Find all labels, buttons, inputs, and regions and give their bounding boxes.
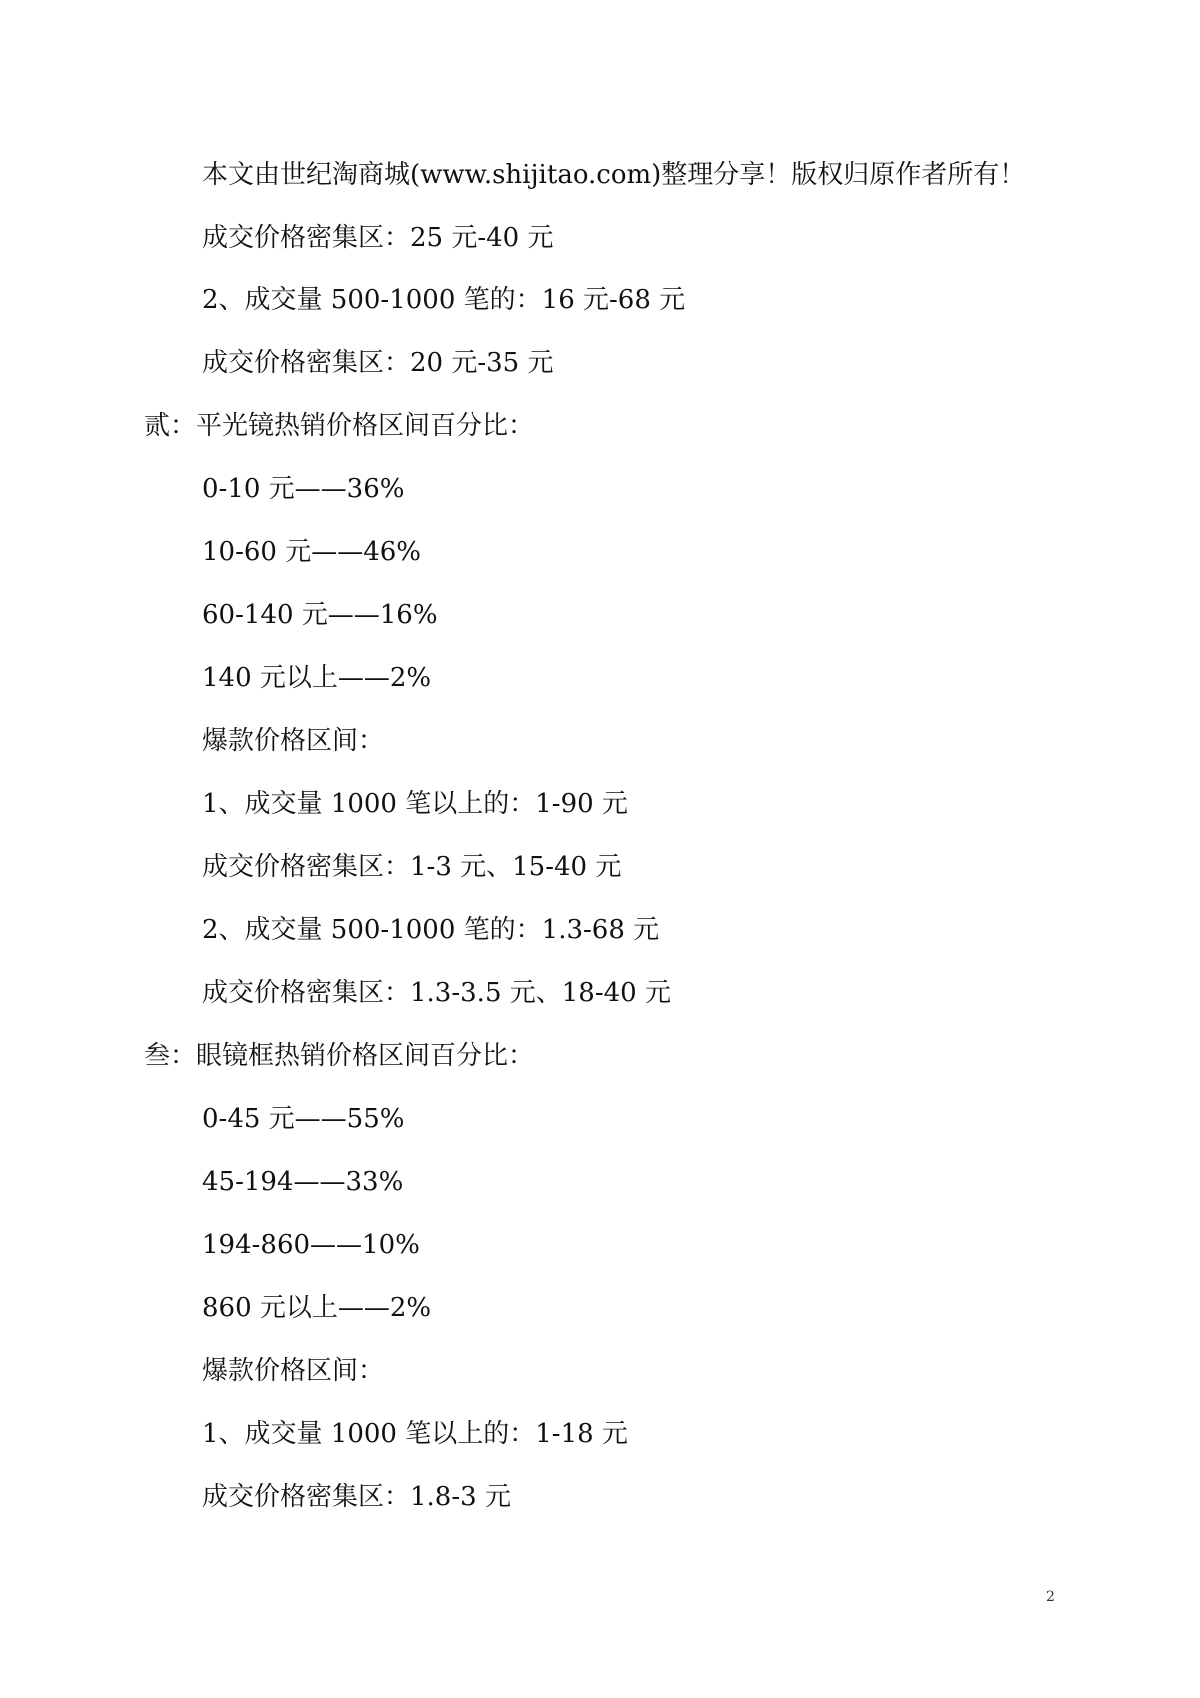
text-line: 0-45 元——55% <box>202 1104 405 1134</box>
text-line: 成交价格密集区：20 元-35 元 <box>202 348 554 378</box>
text-line: 成交价格密集区：1.8-3 元 <box>202 1482 511 1512</box>
section-heading: 贰：平光镜热销价格区间百分比： <box>144 411 535 441</box>
text-line: 60-140 元——16% <box>202 600 438 630</box>
text-line: 0-10 元——36% <box>202 474 405 504</box>
section-heading: 叁：眼镜框热销价格区间百分比： <box>144 1041 535 1071</box>
text-line: 成交价格密集区：1.3-3.5 元、18-40 元 <box>202 978 671 1008</box>
text-line: 45-194——33% <box>202 1167 404 1197</box>
page-number: 2 <box>1046 1589 1055 1605</box>
text-line: 2、成交量 500-1000 笔的：16 元-68 元 <box>202 285 686 315</box>
text-line: 1、成交量 1000 笔以上的：1-90 元 <box>202 789 628 819</box>
text-line: 194-860——10% <box>202 1230 420 1260</box>
text-line: 成交价格密集区：1-3 元、15-40 元 <box>202 852 622 882</box>
text-line: 爆款价格区间： <box>202 1356 385 1386</box>
text-line: 成交价格密集区：25 元-40 元 <box>202 223 554 253</box>
text-line: 860 元以上——2% <box>202 1293 432 1323</box>
text-line: 1、成交量 1000 笔以上的：1-18 元 <box>202 1419 628 1449</box>
text-line: 140 元以上——2% <box>202 663 432 693</box>
text-line: 爆款价格区间： <box>202 726 385 756</box>
copyright-notice: 本文由世纪淘商城(www.shijitao.com)整理分享！版权归原作者所有！ <box>202 160 1026 190</box>
text-line: 2、成交量 500-1000 笔的：1.3-68 元 <box>202 915 660 945</box>
text-line: 10-60 元——46% <box>202 537 422 567</box>
